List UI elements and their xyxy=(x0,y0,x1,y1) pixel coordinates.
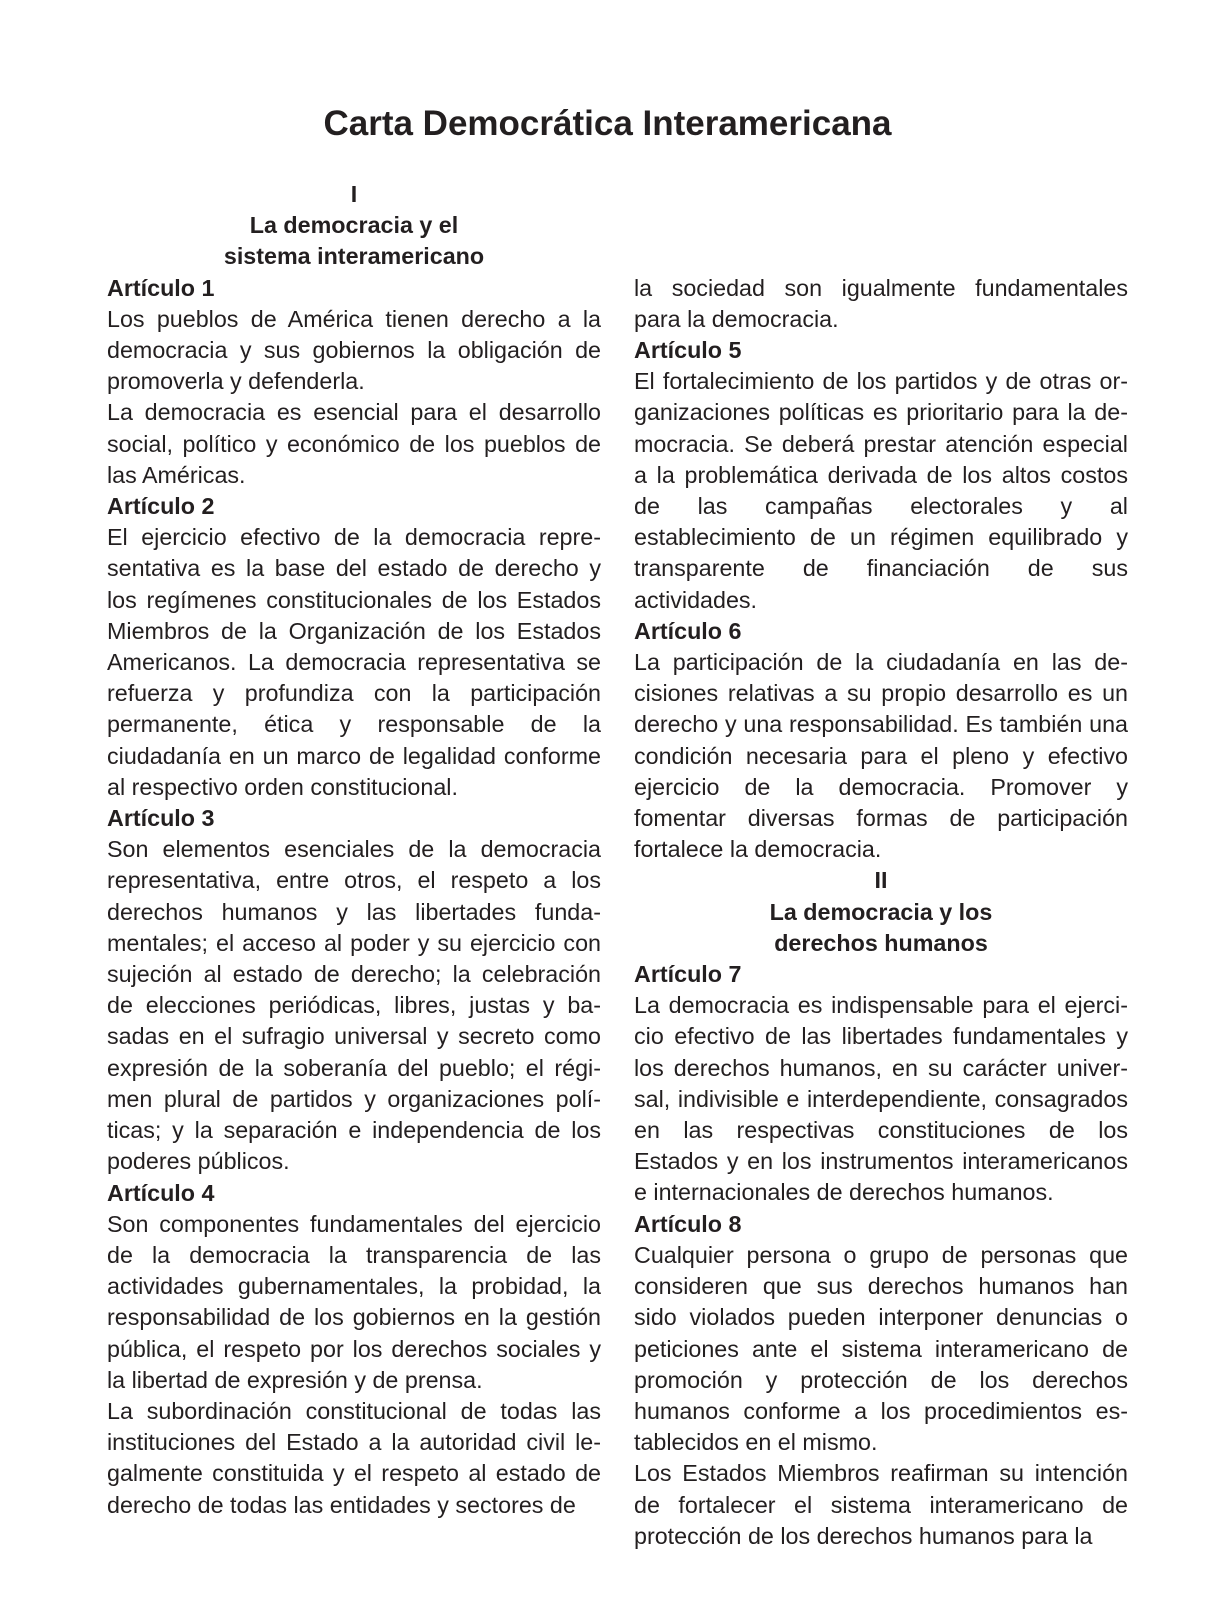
article-4-heading: Artículo 4 xyxy=(107,1179,215,1206)
left-column xyxy=(107,179,601,1521)
article-4-continuation: la sociedad son igualmente fundamentales para la democracia. xyxy=(634,274,1128,332)
article-8-heading: Artículo 8 xyxy=(634,1210,742,1237)
article-7-paragraph-1: La democracia es indispensable para el ejercicio efectivo de las libertades fundamentales y los derechos humanos, en su carácter universal, indivisible e interdependiente, consagrados en las respectivas constituciones de los Estados y en los instrumentos interamericanos e internacionales de derechos humanos. xyxy=(634,992,1128,1206)
article-2-heading: Artículo 2 xyxy=(107,493,215,520)
article-8-paragraph-1: Cualquier persona o grupo de personas que consideren que sus derechos humanos han sido violados pueden interponer denuncias o peticiones ante el sistema interamericano de promoción y protección de los derechos humanos conforme a los procedimientos establecidos en el mismo. xyxy=(634,1241,1128,1456)
article-7-heading: Artículo 7 xyxy=(634,961,742,988)
article-4-paragraph-2: La subordinación constitucional de todas las instituciones del Estado a la autoridad civil legalmente constituida y el respeto al estado de derecho de todas las entidades y sectores de xyxy=(107,1397,601,1518)
article-6-heading: Artículo 6 xyxy=(634,617,742,644)
right-column xyxy=(634,273,1128,1552)
section-number: II xyxy=(874,867,888,894)
article-5-heading: Artículo 5 xyxy=(634,337,742,363)
section-title-line-1: La democracia y el xyxy=(249,212,459,239)
article-4-paragraph-1: Son componentes fundamentales del ejercicio de la democracia la transparencia de las actividades gubernamentales, la probidad, la responsabilidad de los gobiernos en la gestión pública, el respeto por los derechos sociales y la libertad de expresión y de prensa. xyxy=(107,1210,601,1393)
article-3-paragraph-1: Son elementos esenciales de la democracia representativa, entre otros, el respeto a los derechos humanos y las libertades fundamentales; el acceso al poder y su ejercicio con sujeción al estado de derecho; la celebración de elecciones periódicas, libres, justas y basadas en el sufragio universal y secreto como expresión de la soberanía del pueblo; el régimen plural de partidos y organizaciones políticas; y la separación e independencia de los poderes públicos. xyxy=(107,836,601,1175)
page-title: Carta Democrática Interamericana xyxy=(323,104,892,143)
article-1-paragraph-2: La democracia es esencial para el desarrollo social, político y económico de los pueblos de las Américas. xyxy=(107,399,601,488)
article-8-paragraph-2: Los Estados Miembros reafirman su intención de fortalecer el sistema interamericano de protección de los derechos humanos para la xyxy=(634,1460,1128,1549)
section-number: I xyxy=(350,181,358,207)
article-3-heading: Artículo 3 xyxy=(107,805,215,832)
article-2-paragraph-1: El ejercicio efectivo de la democracia representativa es la base del estado de derecho y los regímenes constitucionales de los Estados Miembros de la Organización de los Estados Americanos. La democracia representativa se refuerza y profundiza con la participación permanente, ética y responsable de la ciudadanía en un marco de legalidad conforme al respectivo orden constitucional. xyxy=(107,524,601,800)
section-title-line-1: La democracia y los xyxy=(769,898,993,925)
article-1-paragraph-1: Los pueblos de América tienen derecho a la democracia y sus gobiernos la obligación de promoverla y defenderla. xyxy=(107,305,601,395)
article-1-heading: Artículo 1 xyxy=(107,274,215,301)
section-title-line-2: derechos humanos xyxy=(774,929,988,956)
section-title-line-2: sistema interamericano xyxy=(223,243,485,270)
article-5-paragraph-1: El fortalecimiento de los partidos y de otras organizaciones políticas es prioritario para la democracia. Se deberá prestar atención especial a la problemática derivada de los altos costos de las campañas electorales y al establecimiento de un régimen equilibrado y transparente de financiación de sus actividades. xyxy=(634,368,1128,613)
article-6-paragraph-1: La participación de la ciudadanía en las decisiones relativas a su propio desarrollo es un derecho y una responsabilidad. Es también una condición necesaria para el pleno y efectivo ejercicio de la democracia. Promover y fomentar diversas formas de participación fortalece la democracia. xyxy=(634,649,1128,863)
